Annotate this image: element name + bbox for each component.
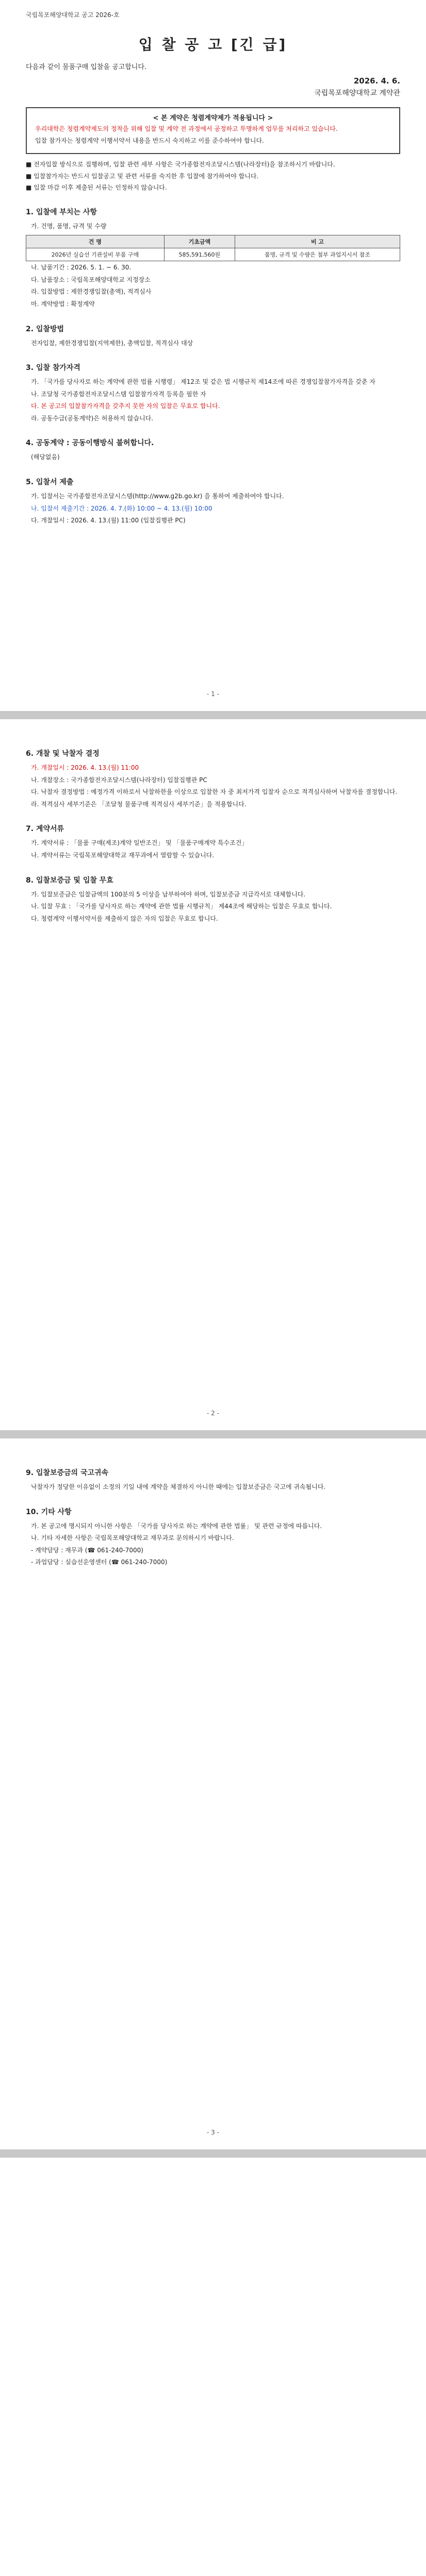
section-sub: 다. 개찰일시 : 2026. 4. 13.(월) 11:00 (입찰집행관 PC) (31, 517, 186, 524)
table-row (26, 248, 400, 261)
notice-paragraph: 입찰 참가자는 청렴계약 이행서약서 내용을 반드시 숙지하고 이를 준수하여야 합니다. (35, 137, 264, 145)
section-sub: (해당없음) (31, 453, 60, 461)
table-header: 건 명 (26, 235, 165, 248)
section-sub: 마. 계약방법 : 확정계약 (31, 300, 95, 308)
section-sub: 다. 본 공고의 입찰참가자격을 갖추지 못한 자의 입찰은 무효로 합니다. (31, 402, 220, 410)
page-divider (0, 2149, 426, 2158)
section-sub: 가. 「국가를 당사자로 하는 계약에 관한 법률 시행령」 제12조 및 같은 법 시행규칙 제14조에 따른 경쟁입찰참가자격을 갖춘 자 (31, 378, 376, 386)
section-sub: 라. 입찰방법 : 제한경쟁입찰(총액), 적격심사 (31, 288, 152, 296)
sheet-2 (0, 719, 426, 1430)
section-sub: 나. 납품기간 : 2026. 5. 1. ~ 6. 30. (31, 264, 132, 272)
section-sub: 가. 계약서류 : 「물품 구매(제조)계약 일반조건」 및 「물품구매계약 특수조건」 (31, 839, 248, 847)
bullet-item: ■ 입찰참가자는 반드시 입찰공고 및 관련 서류를 숙지한 후 입찰에 참가하여야 합니다. (26, 172, 259, 180)
sheet-4 (0, 2158, 426, 2576)
table-header: 비 고 (235, 235, 400, 248)
page-number: - 2 - (207, 1410, 219, 1417)
section-title: 6. 개찰 및 낙찰자 결정 (26, 750, 100, 758)
section-title: 3. 입찰 참가자격 (26, 364, 80, 372)
section-sub: - 계약담당 : 재무과 (☎ 061-240-7000) (31, 1546, 143, 1554)
page-divider (0, 711, 426, 719)
section-sub: 다. 납품장소 : 국립목포해양대학교 지정장소 (31, 276, 151, 283)
section-sub: 가. 개찰일시 : 2026. 4. 13.(월) 11:00 (31, 764, 139, 771)
section-sub: 나. 입찰서 제출기간 : 2026. 4. 7.(화) 10:00 ~ 4. 13.(월) 10:00 (31, 504, 212, 512)
section-sub: 가. 본 공고에 명시되지 아니한 사항은 「국가를 당사자로 하는 계약에 관한 법률」 및 관련 규정에 따릅니다. (31, 1522, 322, 1530)
section-sub: 전자입찰, 제한경쟁입찰(지역제한), 총액입찰, 적격심사 대상 (31, 339, 193, 347)
notice-org: 국립목포해양대학교 계약관 (314, 89, 400, 97)
section-sub: 나. 개찰장소 : 국가종합전자조달시스템(나라장터) 입찰집행관 PC (31, 776, 207, 784)
bullet-item: ■ 전자입찰 방식으로 집행하며, 입찰 관련 세부 사항은 국가종합전자조달시스템(나라장터)을 참조하시기 바랍니다. (26, 161, 335, 168)
section-sub: 나. 기타 자세한 사항은 국립목포해양대학교 재무과로 문의하시기 바랍니다. (31, 1534, 234, 1542)
section-sub: 나. 입찰 무효 : 「국가를 당사자로 하는 계약에 관한 법률 시행규칙」 제44조에 해당하는 입찰은 무효로 합니다. (31, 903, 332, 910)
section-title: 1. 입찰에 부치는 사항 (26, 208, 97, 216)
integrity-notice-box (26, 107, 400, 154)
section-sub: - 과업담당 : 실습선운영센터 (☎ 061-240-7000) (31, 1558, 168, 1566)
item-table (26, 235, 400, 261)
sheet-3 (0, 1438, 426, 2149)
section-sub: 라. 적격심사 세부기준은 「조달청 물품구매 적격심사 세부기준」을 적용합니다. (31, 800, 247, 808)
intro-text: 다음과 같이 물품구매 입찰을 공고합니다. (26, 63, 147, 71)
bullet-item: ■ 입찰 마감 이후 제출된 서류는 인정하지 않습니다. (26, 184, 167, 192)
section-sub: 낙찰자가 정당한 이유없이 소정의 기일 내에 계약을 체결하지 아니한 때에는 입찰보증금은 국고에 귀속됩니다. (31, 1483, 326, 1490)
section-title: 5. 입찰서 제출 (26, 478, 74, 487)
notice-date: 2026. 4. 6. (353, 76, 400, 86)
section-sub: 가. 건명, 품명, 규격 및 수량 (31, 222, 107, 230)
section-sub: 나. 계약서류는 국립목포해양대학교 재무과에서 열람할 수 있습니다. (31, 851, 215, 859)
table-header: 기초금액 (164, 235, 235, 248)
section-title: 4. 공동계약 : 공동이행방식 불허합니다. (26, 439, 154, 448)
page-number: - 1 - (207, 690, 219, 698)
notice-head: < 본 계약은 청렴계약제가 적용됩니다 > (153, 114, 273, 122)
section-title: 8. 입찰보증금 및 입찰 무효 (26, 876, 113, 885)
bullet-list (26, 159, 400, 193)
sheet-1 (0, 0, 426, 711)
section-sub: 라. 공동수급(공동계약)은 허용하지 않습니다. (31, 414, 154, 422)
section-sub: 가. 입찰보증금은 입찰금액의 100분의 5 이상을 납부하여야 하며, 입찰보증금 지급각서로 대체합니다. (31, 890, 306, 898)
table-cell: 585,591,560원 (164, 248, 235, 261)
table-cell: 2026년 실습선 기관설비 부품 구매 (26, 248, 165, 261)
section-sub: 나. 조달청 국가종합전자조달시스템 입찰참가자격 등록을 필한 자 (31, 390, 206, 398)
header-line: 국립목포해양대학교 공고 2026-호 (26, 11, 120, 19)
section-title: 7. 계약서류 (26, 825, 64, 834)
section-sub: 다. 낙찰자 결정방법 : 예정가격 이하로서 낙찰하한율 이상으로 입찰한 자 중 최저가격 입찰자 순으로 적격심사하여 낙찰자를 결정합니다. (31, 788, 398, 796)
page-title: 입 찰 공 고 [긴 급] (138, 36, 288, 53)
section-sub: 가. 입찰서는 국가종합전자조달시스템(http://www.g2b.go.kr) 을 통하여 제출하여야 합니다. (31, 493, 284, 500)
section-title: 2. 입찰방법 (26, 325, 64, 333)
notice-paragraph: 우리대학은 청렴계약제도의 정착을 위해 입찰 및 계약 전 과정에서 공정하고 투명하게 업무를 처리하고 있습니다. (35, 125, 338, 132)
section-title: 9. 입찰보증금의 국고귀속 (26, 1469, 109, 1477)
page-divider (0, 1430, 426, 1438)
page-number: - 3 - (207, 2129, 219, 2136)
section-sub: 다. 청렴계약 이행서약서를 제출하지 않은 자의 입찰은 무효로 합니다. (31, 914, 218, 922)
section-title: 10. 기타 사항 (26, 1507, 72, 1516)
table-cell: 품명, 규격 및 수량은 첨부 과업지시서 참조 (235, 248, 400, 261)
